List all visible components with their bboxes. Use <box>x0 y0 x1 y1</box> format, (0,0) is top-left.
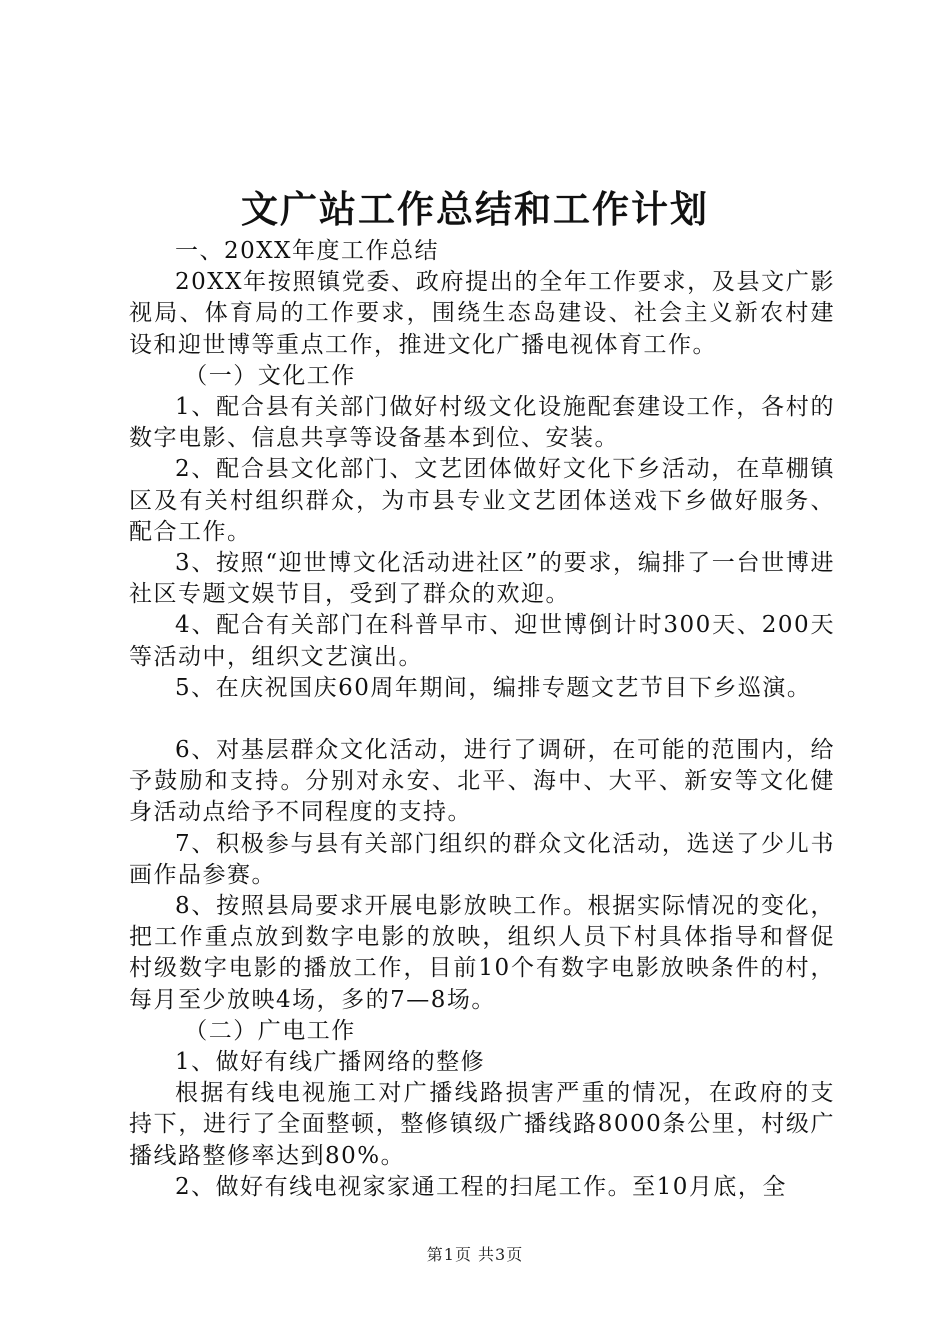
subsection-heading-broadcast: （二）广电工作 <box>184 1017 356 1044</box>
culture-item-2: 2、配合县文化部门、文艺团体做好文化下乡活动，在草棚镇区及有关村组织群众，为市县专业文艺团体送戏下乡做好服务、配合工作。 <box>129 456 835 545</box>
broadcast-item-1-text: 根据有线电视施工对广播线路损害严重的情况，在政府的支持下，进行了全面整顿，整修镇级广播线路8000条公里，村级广播线路整修率达到80%。 <box>129 1080 835 1169</box>
culture-item-6: 6、对基层群众文化活动，进行了调研，在可能的范围内，给予鼓励和支持。分别对永安、北平、海中、大平、新安等文化健身活动点给予不同程度的支持。 <box>129 737 835 826</box>
culture-item-1: 1、配合县有关部门做好村级文化设施配套建设工作，各村的数字电影、信息共享等设备基本到位、安装。 <box>129 394 835 452</box>
broadcast-item-1-heading: 1、做好有线广播网络的整修 <box>175 1049 486 1076</box>
page-indicator: 第1页 共3页 <box>426 1245 524 1264</box>
subsection-heading-culture: （一）文化工作 <box>184 362 356 389</box>
broadcast-item-2-text: 2、做好有线电视家家通工程的扫尾工作。至10月底，全 <box>175 1173 787 1200</box>
culture-item-7: 7、积极参与县有关部门组织的群众文化活动，选送了少儿书画作品参赛。 <box>129 830 835 888</box>
paragraph-gap <box>129 704 835 735</box>
section-heading-annual-summary: 一、20XX年度工作总结 <box>175 238 440 264</box>
document-title: 文广站工作总结和工作计划 <box>241 187 709 231</box>
culture-item-5: 5、在庆祝国庆60周年期间，编排专题文艺节目下乡巡演。 <box>175 674 812 701</box>
culture-item-8: 8、按照县局要求开展电影放映工作。根据实际情况的变化，把工作重点放到数字电影的放映，组织人员下村具体指导和督促村级数字电影的播放工作，目前10个有数字电影放映条件的村，每月至少放映4场，多的7—8场。 <box>129 893 835 1013</box>
culture-item-4: 4、配合有关部门在科普早市、迎世博倒计时300天、200天等活动中，组织文艺演出。 <box>129 612 835 670</box>
intro-paragraph: 20XX年按照镇党委、政府提出的全年工作要求，及县文广影视局、体育局的工作要求，围绕生态岛建设、社会主义新农村建设和迎世博等重点工作，推进文化广播电视体育工作。 <box>129 269 835 358</box>
culture-item-3: 3、按照“迎世博文化活动进社区”的要求，编排了一台世博进社区专题文娱节目，受到了群众的欢迎。 <box>129 550 835 608</box>
document-body <box>129 236 835 1203</box>
